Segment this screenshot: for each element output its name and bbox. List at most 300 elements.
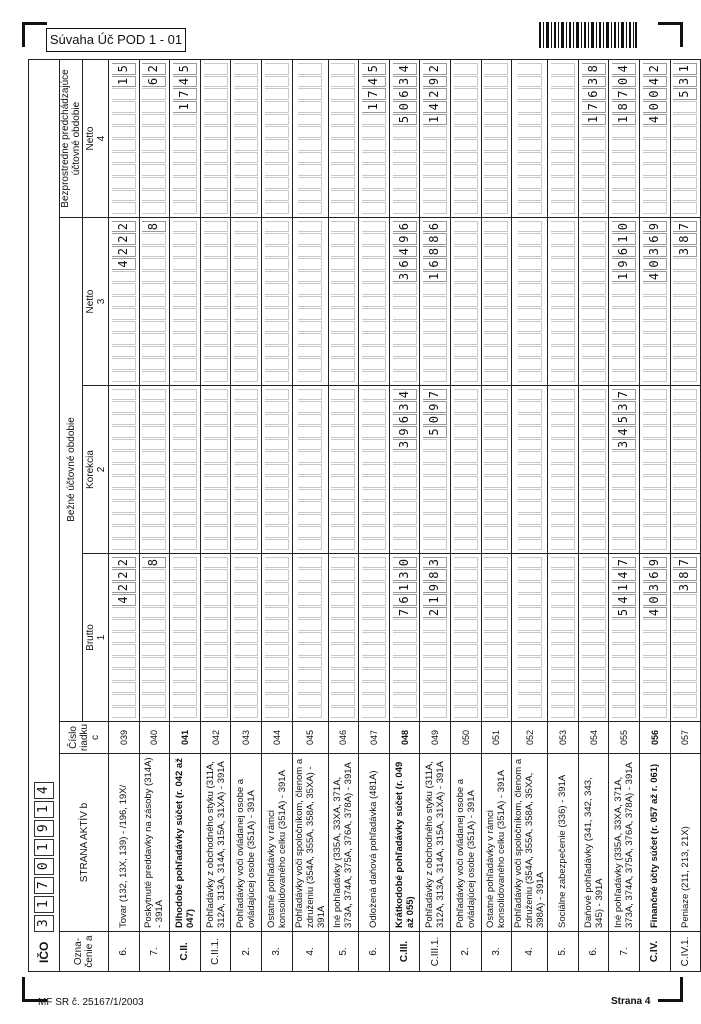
digit-box	[173, 514, 197, 525]
digit-box	[265, 139, 289, 151]
digit-box	[582, 333, 606, 344]
digit-box	[173, 258, 197, 269]
ico-digit[interactable]: 0	[34, 858, 54, 875]
netto-value[interactable]	[170, 218, 201, 386]
digit-box	[484, 707, 508, 718]
digit-box	[454, 569, 478, 580]
korekcia-value[interactable]	[639, 386, 670, 554]
digit-box	[112, 308, 136, 319]
digit-box-filled: 3	[423, 557, 447, 568]
digit-box	[173, 114, 197, 126]
digit-box	[673, 190, 697, 202]
digit-box	[265, 501, 289, 512]
netto-value[interactable]	[231, 218, 262, 386]
korekcia-value[interactable]	[512, 386, 548, 554]
digit-box-filled: 2	[112, 582, 136, 593]
digit-box	[204, 501, 228, 512]
digit-box-filled: 1	[362, 101, 386, 113]
col-header-line: Číslo riadku c	[60, 722, 109, 754]
netto-prev-value[interactable]	[670, 59, 701, 217]
digit-box	[265, 426, 289, 437]
netto-value[interactable]	[200, 218, 231, 386]
digit-box	[673, 333, 697, 344]
digit-box	[393, 632, 417, 643]
korekcia-value[interactable]	[609, 386, 640, 554]
digit-box	[362, 451, 386, 462]
digit-box	[265, 439, 289, 450]
digit-box	[234, 101, 258, 113]
digit-box	[142, 476, 166, 487]
brutto-value[interactable]	[292, 554, 328, 722]
digit-box	[551, 333, 575, 344]
digit-box	[173, 221, 197, 232]
netto-value[interactable]	[139, 218, 170, 386]
digit-box	[298, 644, 322, 655]
digit-box	[265, 371, 289, 382]
digit-box	[112, 389, 136, 400]
digit-box-filled: 8	[142, 557, 166, 568]
netto-prev-value[interactable]	[512, 59, 548, 217]
digit-box	[518, 694, 542, 705]
digit-box	[234, 202, 258, 214]
digit-box	[234, 126, 258, 138]
digit-box	[331, 501, 355, 512]
digit-box	[142, 514, 166, 525]
corner-mark-top-right	[658, 22, 683, 47]
netto-prev-value[interactable]	[420, 59, 451, 217]
digit-box	[265, 526, 289, 537]
digit-box	[362, 607, 386, 618]
digit-box	[112, 476, 136, 487]
row-mark: 7.	[139, 932, 170, 972]
digit-box	[234, 644, 258, 655]
digit-box	[298, 607, 322, 618]
brutto-value[interactable]	[139, 554, 170, 722]
brutto-value[interactable]	[389, 554, 420, 722]
digit-box	[204, 594, 228, 605]
digit-box	[518, 607, 542, 618]
digit-box	[362, 346, 386, 357]
digit-box-filled: 4	[173, 76, 197, 88]
netto-value[interactable]	[548, 218, 579, 386]
digit-box	[331, 333, 355, 344]
digit-box	[331, 694, 355, 705]
row-description: Iné pohľadávky (335A, 33XA, 371A, 373A, 374A, 375A, 376A, 378A) - 391A	[328, 754, 359, 932]
netto-value[interactable]	[261, 218, 292, 386]
digit-box	[484, 333, 508, 344]
digit-box	[234, 233, 258, 244]
netto-prev-value[interactable]	[389, 59, 420, 217]
digit-box	[518, 233, 542, 244]
digit-box	[643, 451, 667, 462]
digit-box	[423, 152, 447, 164]
digit-box	[551, 246, 575, 257]
row-line-number: 055	[609, 722, 640, 754]
digit-box	[112, 202, 136, 214]
digit-box	[234, 346, 258, 357]
digit-box	[518, 669, 542, 680]
digit-box-filled: 0	[643, 258, 667, 269]
netto-prev-value[interactable]	[139, 59, 170, 217]
netto-prev-value[interactable]	[200, 59, 231, 217]
footer-reference: MF SR č. 25167/1/2003	[38, 997, 144, 1008]
digit-box	[265, 296, 289, 307]
digit-box	[673, 414, 697, 425]
digit-box	[484, 439, 508, 450]
digit-box	[643, 126, 667, 138]
digit-box	[673, 321, 697, 332]
digit-box	[551, 414, 575, 425]
brutto-value[interactable]	[231, 554, 262, 722]
digit-box	[582, 401, 606, 412]
digit-box	[112, 358, 136, 369]
korekcia-value[interactable]	[200, 386, 231, 554]
digit-box	[298, 489, 322, 500]
brutto-value[interactable]	[261, 554, 292, 722]
row-mark: 4.	[292, 932, 328, 972]
digit-box	[298, 694, 322, 705]
digit-box	[643, 321, 667, 332]
table-row	[261, 59, 292, 971]
digit-box	[582, 632, 606, 643]
netto-prev-value[interactable]	[609, 59, 640, 217]
row-mark: C.II.1.	[200, 932, 231, 972]
digit-box-filled: 3	[582, 76, 606, 88]
table-row	[609, 59, 640, 971]
brutto-value[interactable]	[512, 554, 548, 722]
digit-box	[393, 514, 417, 525]
digit-box	[234, 358, 258, 369]
digit-box	[173, 644, 197, 655]
digit-box	[142, 401, 166, 412]
brutto-value[interactable]	[170, 554, 201, 722]
digit-box	[612, 644, 636, 655]
digit-box	[393, 126, 417, 138]
korekcia-value[interactable]	[231, 386, 262, 554]
digit-box	[204, 582, 228, 593]
digit-box	[234, 451, 258, 462]
digit-box	[484, 644, 508, 655]
row-description: Daňové pohľadávky (341, 342, 343, 345) - 391A	[578, 754, 609, 932]
digit-box	[393, 202, 417, 214]
korekcia-value[interactable]	[548, 386, 579, 554]
brutto-value[interactable]	[359, 554, 390, 722]
digit-box	[518, 246, 542, 257]
digit-box	[454, 358, 478, 369]
netto-value[interactable]	[609, 218, 640, 386]
digit-box	[265, 283, 289, 294]
digit-box	[393, 489, 417, 500]
brutto-value[interactable]	[328, 554, 359, 722]
digit-box	[582, 258, 606, 269]
digit-box-filled: 1	[112, 76, 136, 88]
netto-prev-value[interactable]	[328, 59, 359, 217]
ico-digit[interactable]: 1	[34, 801, 54, 818]
col-header-netto-prev: Netto 4	[83, 59, 109, 217]
digit-box	[454, 76, 478, 88]
digit-box	[423, 439, 447, 450]
ico-digit[interactable]: 1	[34, 839, 54, 856]
row-mark: 6.	[359, 932, 390, 972]
digit-box	[265, 632, 289, 643]
digit-box	[582, 414, 606, 425]
digit-box	[612, 333, 636, 344]
netto-prev-value[interactable]	[261, 59, 292, 217]
digit-box	[551, 152, 575, 164]
digit-box	[612, 539, 636, 550]
digit-box	[265, 271, 289, 282]
digit-box	[173, 439, 197, 450]
brutto-value[interactable]	[420, 554, 451, 722]
netto-prev-value[interactable]	[359, 59, 390, 217]
korekcia-value[interactable]	[420, 386, 451, 554]
netto-prev-value[interactable]	[481, 59, 512, 217]
korekcia-value[interactable]	[481, 386, 512, 554]
digit-box-filled: 3	[643, 246, 667, 257]
brutto-value[interactable]	[200, 554, 231, 722]
netto-prev-value[interactable]	[450, 59, 481, 217]
brutto-value[interactable]	[639, 554, 670, 722]
digit-box	[298, 682, 322, 693]
digit-box	[673, 632, 697, 643]
digit-box	[423, 669, 447, 680]
digit-box	[362, 308, 386, 319]
digit-box-filled: 3	[673, 76, 697, 88]
digit-box	[112, 126, 136, 138]
digit-box-filled: 2	[423, 63, 447, 75]
digit-box-filled: 0	[612, 221, 636, 232]
korekcia-value[interactable]	[389, 386, 420, 554]
table-row	[200, 59, 231, 971]
digit-box	[142, 526, 166, 537]
digit-box	[454, 371, 478, 382]
digit-box	[112, 501, 136, 512]
digit-box	[142, 694, 166, 705]
digit-box	[518, 333, 542, 344]
digit-box-filled: 0	[393, 557, 417, 568]
digit-box	[362, 152, 386, 164]
digit-box	[551, 139, 575, 151]
digit-box	[582, 426, 606, 437]
digit-box	[234, 669, 258, 680]
brutto-value[interactable]	[609, 554, 640, 722]
digit-box	[643, 682, 667, 693]
row-description: Pohľadávky voči spoločníkom, členom a združeniu (354A, 355A, 358A, 35XA) - 391A	[292, 754, 328, 932]
netto-prev-value[interactable]	[292, 59, 328, 217]
netto-prev-value[interactable]	[170, 59, 201, 217]
table-row	[420, 59, 451, 971]
brutto-value[interactable]	[450, 554, 481, 722]
digit-box	[551, 514, 575, 525]
digit-box	[582, 389, 606, 400]
digit-box	[393, 501, 417, 512]
ico-digit[interactable]: 3	[34, 915, 54, 932]
digit-box	[551, 619, 575, 630]
netto-value[interactable]	[109, 218, 140, 386]
digit-box	[298, 401, 322, 412]
korekcia-value[interactable]	[170, 386, 201, 554]
digit-box	[234, 190, 258, 202]
brutto-value[interactable]	[548, 554, 579, 722]
digit-box	[265, 607, 289, 618]
korekcia-value[interactable]	[261, 386, 292, 554]
korekcia-value[interactable]	[139, 386, 170, 554]
digit-box	[643, 669, 667, 680]
netto-prev-value[interactable]	[548, 59, 579, 217]
digit-box	[518, 202, 542, 214]
digit-box	[173, 283, 197, 294]
row-mark: C.III.	[389, 932, 420, 972]
korekcia-value[interactable]	[578, 386, 609, 554]
digit-box	[362, 358, 386, 369]
brutto-value[interactable]	[578, 554, 609, 722]
digit-box	[204, 426, 228, 437]
digit-box	[612, 464, 636, 475]
ico-digit[interactable]: 7	[34, 877, 54, 894]
digit-box	[551, 202, 575, 214]
digit-box	[204, 682, 228, 693]
digit-box	[673, 177, 697, 189]
netto-value[interactable]	[359, 218, 390, 386]
netto-value[interactable]	[328, 218, 359, 386]
digit-box	[234, 607, 258, 618]
digit-box	[423, 526, 447, 537]
digit-box	[518, 346, 542, 357]
digit-box-filled: 9	[423, 401, 447, 412]
digit-box	[362, 333, 386, 344]
digit-box	[204, 164, 228, 176]
netto-value[interactable]	[578, 218, 609, 386]
row-line-number: 044	[261, 722, 292, 754]
brutto-value[interactable]	[670, 554, 701, 722]
digit-box	[612, 476, 636, 487]
digit-box-filled: 2	[643, 63, 667, 75]
digit-box	[362, 464, 386, 475]
ico-digit[interactable]: 4	[34, 782, 54, 799]
netto-prev-value[interactable]	[109, 59, 140, 217]
digit-box	[643, 389, 667, 400]
korekcia-value[interactable]	[292, 386, 328, 554]
header-current-period: Bežné účtovné obdobie	[60, 218, 83, 722]
digit-box	[173, 619, 197, 630]
digit-box-filled: 6	[423, 258, 447, 269]
digit-box	[265, 557, 289, 568]
digit-box	[673, 439, 697, 450]
netto-value[interactable]	[420, 218, 451, 386]
digit-box	[265, 694, 289, 705]
netto-value[interactable]	[389, 218, 420, 386]
digit-box	[484, 619, 508, 630]
korekcia-value[interactable]	[670, 386, 701, 554]
digit-box	[112, 426, 136, 437]
netto-value[interactable]	[670, 218, 701, 386]
digit-box	[423, 126, 447, 138]
digit-box	[673, 476, 697, 487]
digit-box	[484, 594, 508, 605]
digit-box	[551, 177, 575, 189]
digit-box	[331, 682, 355, 693]
digit-box	[673, 489, 697, 500]
digit-box-filled: 4	[112, 594, 136, 605]
digit-box	[331, 164, 355, 176]
netto-value[interactable]	[292, 218, 328, 386]
digit-box	[518, 190, 542, 202]
ico-digit[interactable]: 1	[34, 896, 54, 913]
digit-box	[331, 371, 355, 382]
row-description: Pohľadávky voči ovládanej osobe a ovládajúcej osobe (351A) - 391A	[450, 754, 481, 932]
corner-mark-bottom-right	[658, 977, 683, 1002]
brutto-value[interactable]	[109, 554, 140, 722]
digit-box	[298, 439, 322, 450]
digit-box	[423, 682, 447, 693]
col-header-mark: Ozna-čenie a	[60, 932, 109, 972]
netto-prev-value[interactable]	[578, 59, 609, 217]
digit-box	[612, 190, 636, 202]
digit-box	[204, 569, 228, 580]
digit-box	[142, 539, 166, 550]
digit-box	[454, 682, 478, 693]
digit-box	[484, 557, 508, 568]
table-row	[359, 59, 390, 971]
digit-box	[112, 439, 136, 450]
netto-prev-value[interactable]	[639, 59, 670, 217]
row-line-number: 039	[109, 722, 140, 754]
digit-box	[331, 619, 355, 630]
korekcia-value[interactable]	[109, 386, 140, 554]
digit-box	[204, 101, 228, 113]
netto-prev-value[interactable]	[231, 59, 262, 217]
digit-box-filled: 1	[612, 582, 636, 593]
digit-box	[484, 694, 508, 705]
digit-box	[362, 114, 386, 126]
netto-value[interactable]	[639, 218, 670, 386]
korekcia-value[interactable]	[450, 386, 481, 554]
digit-box	[551, 476, 575, 487]
netto-value[interactable]	[512, 218, 548, 386]
digit-box	[551, 308, 575, 319]
digit-box-filled: 7	[393, 607, 417, 618]
digit-box	[331, 308, 355, 319]
digit-box	[331, 451, 355, 462]
digit-box-filled: 3	[393, 439, 417, 450]
digit-box	[454, 389, 478, 400]
digit-box-filled: 5	[362, 63, 386, 75]
korekcia-value[interactable]	[328, 386, 359, 554]
korekcia-value[interactable]	[359, 386, 390, 554]
row-line-number: 040	[139, 722, 170, 754]
digit-box-filled: 8	[423, 233, 447, 244]
ico-digit[interactable]: 9	[34, 820, 54, 837]
digit-box	[331, 190, 355, 202]
digit-box	[484, 526, 508, 537]
digit-box	[362, 476, 386, 487]
digit-box	[173, 657, 197, 668]
digit-box	[112, 644, 136, 655]
digit-box-filled: 7	[582, 101, 606, 113]
digit-box	[673, 694, 697, 705]
digit-box	[643, 632, 667, 643]
digit-box	[454, 233, 478, 244]
netto-value[interactable]	[450, 218, 481, 386]
brutto-value[interactable]	[481, 554, 512, 722]
digit-box-filled: 4	[643, 271, 667, 282]
netto-value[interactable]	[481, 218, 512, 386]
digit-box-filled: 9	[393, 426, 417, 437]
digit-box	[362, 644, 386, 655]
digit-box	[265, 114, 289, 126]
digit-box	[234, 63, 258, 75]
digit-box	[673, 539, 697, 550]
